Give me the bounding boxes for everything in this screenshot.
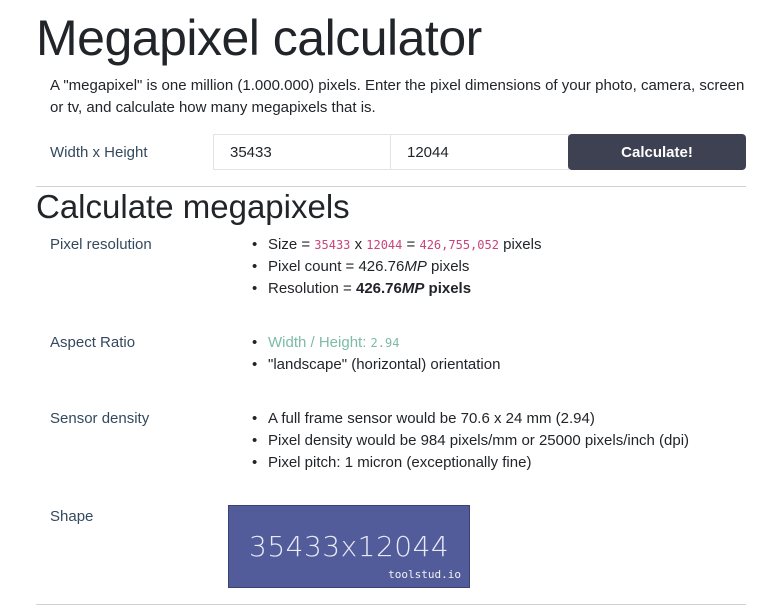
count-prefix: Pixel count = 426.76	[268, 258, 405, 275]
shape-dimensions-text: 35433x12044	[249, 530, 450, 563]
sensor-density-label: Sensor density	[50, 410, 150, 427]
res-strong	[356, 280, 471, 297]
dimensions-label: Width x Height	[50, 144, 148, 161]
aspect-ratio-label: Aspect Ratio	[50, 334, 136, 351]
ratio-value: 2.94	[370, 336, 400, 350]
pixel-density-item: • Pixel density would be 984 pixels/mm or 25000 pixels/inch (dpi)	[250, 430, 689, 452]
ratio-label: Width / Height:	[268, 334, 371, 351]
height-input[interactable]	[390, 134, 569, 170]
shape-label: Shape	[50, 508, 94, 525]
res-prefix: Resolution =	[268, 280, 356, 297]
pixel-count-item	[250, 256, 542, 278]
res-value: 426.76	[355, 280, 402, 297]
bottom-divider	[36, 604, 746, 605]
width-input[interactable]	[213, 134, 391, 170]
size-item	[250, 234, 542, 256]
page-title: Megapixel calculator	[36, 10, 482, 66]
res-suffix: pixels	[424, 280, 472, 297]
ratio-item	[250, 332, 500, 354]
orientation-item: • "landscape" (horizontal) orientation	[250, 354, 500, 376]
pixel-pitch-item: • Pixel pitch: 1 micron (exceptionally fine)	[250, 452, 689, 474]
count-suffix: pixels	[426, 258, 470, 275]
size-eq: =	[402, 236, 420, 253]
intro-text: A "megapixel" is one million (1.000.000) pixels. Enter the pixel dimensions of your photo, camera, screen or tv, and calculate how many megapixels that is.	[50, 77, 745, 116]
size-width: 35433	[314, 238, 351, 252]
size-height: 12044	[366, 238, 403, 252]
count-unit: MP	[404, 258, 427, 275]
size-prefix: Size =	[268, 236, 315, 253]
pixel-resolution-list	[250, 234, 542, 300]
pixel-resolution-label: Pixel resolution	[50, 236, 152, 253]
calculate-button[interactable]: Calculate!	[568, 134, 746, 170]
size-total: 426,755,052	[419, 238, 499, 252]
res-unit: MP	[401, 280, 425, 297]
results-heading: Calculate megapixels	[36, 188, 350, 225]
sensor-size-item: • A full frame sensor would be 70.6 x 24 mm (2.94)	[250, 408, 689, 430]
sensor-density-list	[250, 408, 689, 474]
size-suffix: pixels	[498, 236, 542, 253]
shape-preview	[228, 505, 470, 588]
resolution-item	[250, 278, 542, 300]
size-x: x	[350, 236, 367, 253]
shape-watermark: toolstud.io	[388, 568, 461, 581]
aspect-ratio-list	[250, 332, 500, 376]
